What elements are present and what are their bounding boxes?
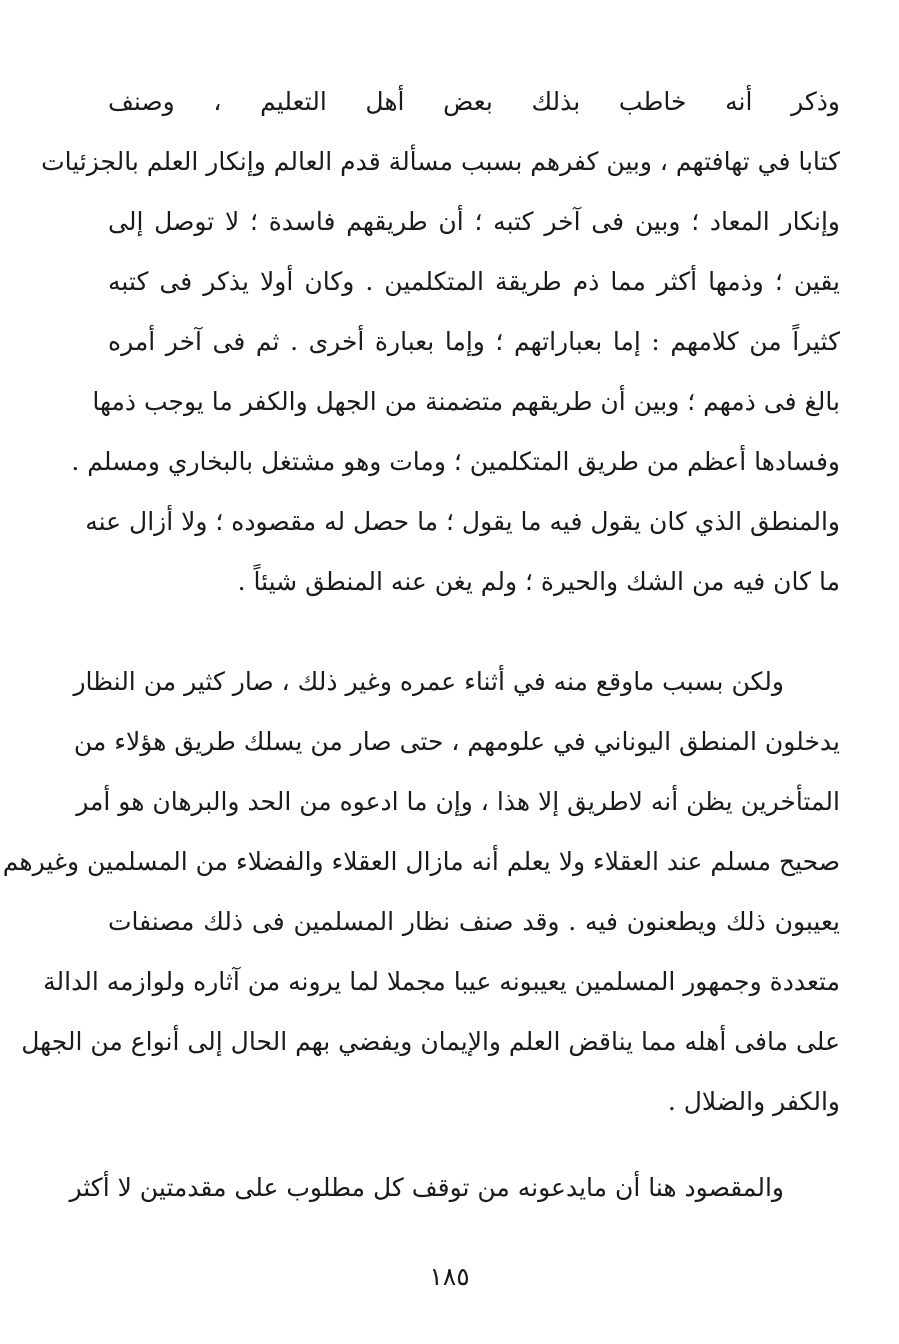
text-line: والمقصود هنا أن مايدعونه من توقف كل مطلوب على مقدمتين لا أكثر (69, 1173, 784, 1202)
text-line: كتابا في تهافتهم ، وبين كفرهم بسبب مسألة قدم العالم وإنكار العلم بالجزئيات (41, 147, 840, 176)
text-line: المتأخرين يظن أنه لاطريق إلا هذا ، وإن ما ادعوه من الحد والبرهان هو أمر (76, 787, 840, 816)
page-number: ١٨٥ (429, 1262, 470, 1291)
text-line: وإنكار المعاد ؛ وبين فى آخر كتبه ؛ أن طريقهم فاسدة ؛ لا توصل إلى (108, 207, 840, 236)
paragraph-3 (69, 1158, 840, 1218)
text-line: بالغ فى ذمهم ؛ وبين أن طريقهم متضمنة من الجهل والكفر ما يوجب ذمها (92, 387, 840, 416)
paragraph-1 (41, 72, 841, 612)
text-line: على مافى أهله مما يناقض العلم والإيمان ويفضي بهم الحال إلى أنواع من الجهل (21, 1027, 840, 1056)
text-line: يقين ؛ وذمها أكثر مما ذم طريقة المتكلمين . وكان أولا يذكر فى كتبه (108, 267, 840, 296)
text-line: يدخلون المنطق اليوناني في علومهم ، حتى صار من يسلك طريق هؤلاء من (73, 727, 840, 756)
paragraph-2 (2, 652, 840, 1132)
text-line: ما كان فيه من الشك والحيرة ؛ ولم يغن عنه المنطق شيئاً . (237, 567, 840, 596)
text-line: ولكن بسبب ماوقع منه في أثناء عمره وغير ذلك ، صار كثير من النظار (73, 667, 784, 696)
text-line: كثيراً من كلامهم : إما بعباراتهم ؛ وإما بعبارة أخرى . ثم فى آخر أمره (108, 327, 841, 356)
text-line: والكفر والضلال . (667, 1087, 840, 1116)
text-line: وذكر أنه خاطب بذلك بعض أهل التعليم ، وصنف (108, 87, 840, 116)
text-line: وفسادها أعظم من طريق المتكلمين ؛ ومات وهو مشتغل بالبخاري ومسلم . (71, 447, 840, 476)
text-line: صحيح مسلم عند العقلاء ولا يعلم أنه مازال العقلاء والفضلاء من المسلمين وغيرهم (2, 847, 840, 876)
text-line: والمنطق الذي كان يقول فيه ما يقول ؛ ما حصل له مقصوده ؛ ولا أزال عنه (85, 507, 840, 536)
text-line: متعددة وجمهور المسلمين يعيبونه عيبا مجملا لما يرونه من آثاره ولوازمه الدالة (43, 967, 840, 996)
text-line: يعيبون ذلك ويطعنون فيه . وقد صنف نظار المسلمين فى ذلك مصنفات (108, 907, 840, 936)
